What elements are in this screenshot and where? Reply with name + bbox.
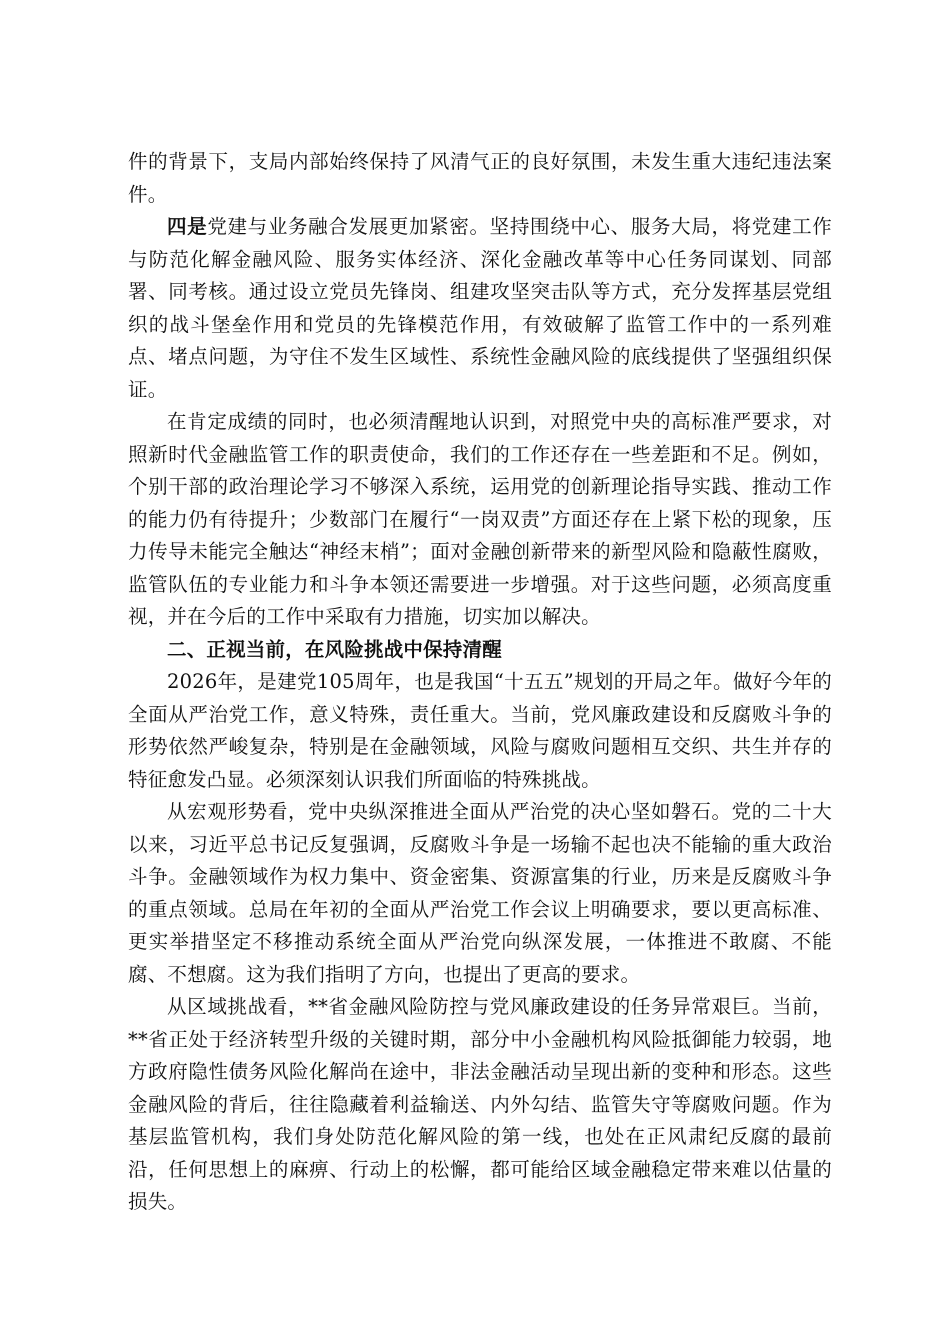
paragraph-shortcomings: 在肯定成绩的同时，也必须清醒地认识到，对照党中央的高标准严要求，对照新时代金融监管工作的职责使命，我们的工作还存在一些差距和不足。例如，个别干部的政治理论学习不够深入系统，运用党的创新理论指导实践、推动工作的能力仍有待提升；少数部门在履行“一岗双责”方面还存在上紧下松的现象，压力传导未能完全触达“神经末梢”；面对金融创新带来的新型风险和隐蔽性腐败，监管队伍的专业能力和斗争本领还需要进一步增强。对于这些问题，必须高度重视，并在今后的工作中采取有力措施，切实加以解决。 [128,410,832,628]
paragraph-continuation: 件的背景下，支局内部始终保持了风清气正的良好氛围，未发生重大违纪违法案件。 [128,150,832,206]
paragraph-body: 党建与业务融合发展更加紧密。坚持围绕中心、服务大局，将党建工作与防范化解金融风险、服务实体经济、深化金融改革等中心任务同谋划、同部署、同考核。通过设立党员先锋岗、组建攻坚突击队等方式，充分发挥基层党组织的战斗堡垒作用和党员的先锋模范作用，有效破解了监管工作中的一系列难点、堵点问题，为守住不发生区域性、系统性金融风险的底线提供了坚强组织保证。 [128,215,833,401]
paragraph-lead-label: 四是 [167,215,208,238]
document-page [128,146,832,1219]
paragraph-point-four [128,211,832,406]
paragraph-2026: 2026年，是建党105周年，也是我国“十五五”规划的开局之年。做好今年的全面从严治党工作，意义特殊，责任重大。当前，党风廉政建设和反腐败斗争的形势依然严峻复杂，特别是在金融领域，风险与腐败问题相互交织、共生并存的特征愈发凸显。必须深刻认识我们所面临的特殊挑战。 [128,670,832,791]
paragraph-regional-challenge: 从区域挑战看，**省金融风险防控与党风廉政建设的任务异常艰巨。当前，**省正处于经济转型升级的关键时期，部分中小金融机构风险抵御能力较弱，地方政府隐性债务风险化解尚在途中，非法金融活动呈现出新的变种和形态。这些金融风险的背后，往往隐藏着利益输送、内外勾结、监管失守等腐败问题。作为基层监管机构，我们身处防范化解风险的第一线，也处在正风肃纪反腐的最前沿，任何思想上的麻痹、行动上的松懈，都可能给区域金融稳定带来难以估量的损失。 [128,995,832,1213]
section-heading: 二、正视当前，在风险挑战中保持清醒 [167,637,502,661]
paragraph-macro-situation: 从宏观形势看，党中央纵深推进全面从严治党的决心坚如磐石。党的二十大以来，习近平总书记反复强调，反腐败斗争是一场输不起也决不能输的重大政治斗争。金融领域作为权力集中、资金密集、资源富集的行业，历来是反腐败斗争的重点领域。总局在年初的全面从严治党工作会议上明确要求，要以更高标准、更实举措坚定不移推动系统全面从严治党向纵深发展，一体推进不敢腐、不能腐、不想腐。这为我们指明了方向，也提出了更高的要求。 [128,800,832,986]
